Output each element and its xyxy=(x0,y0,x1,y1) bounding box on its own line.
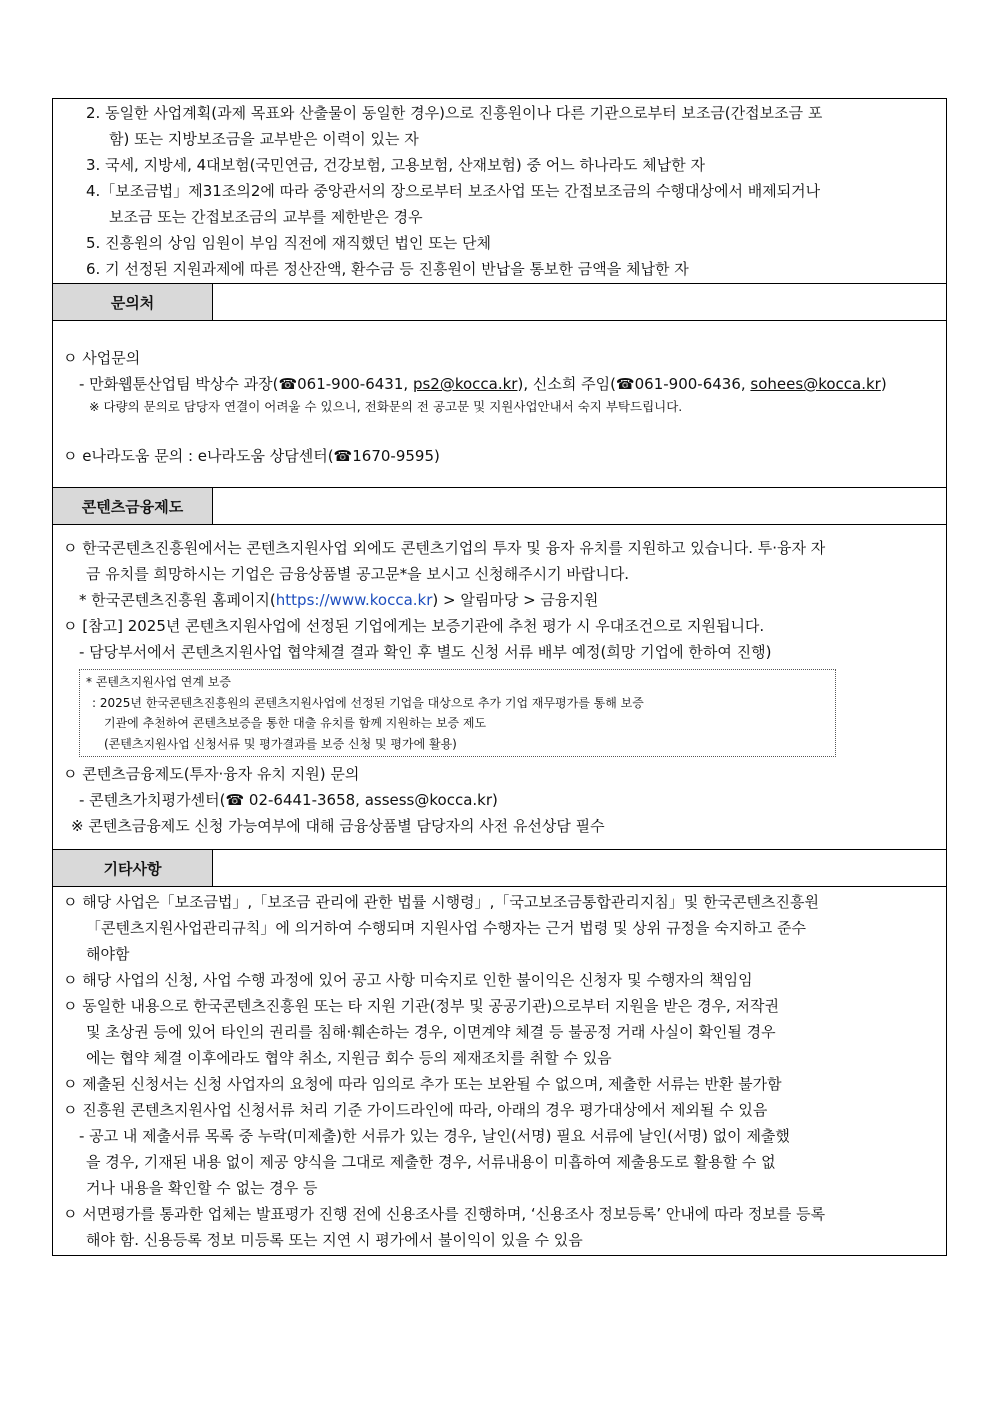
section-header-label: 콘텐츠금융제도 xyxy=(53,488,213,524)
etc-line: 해야 함. 신용등록 정보 미등록 또는 지연 시 평가에서 불이익이 있을 수 있음 xyxy=(86,1231,583,1249)
email-link[interactable]: ps2@kocca.kr xyxy=(412,375,518,393)
finance-inquiry-contact: - 콘텐츠가치평가센터(☎ 02-6441-3658, assess@kocca.kr) xyxy=(79,791,498,809)
section-header-label: 문의처 xyxy=(53,284,213,320)
box-line: (콘텐츠지원사업 신청서류 및 평가결과를 보증 신청 및 평가에 활용) xyxy=(104,736,457,751)
etc-line: 「콘텐츠지원사업관리규칙」에 의거하여 수행되며 지원사업 수행자는 근거 법령 및 상위 규정을 숙지하고 준수 xyxy=(86,919,807,937)
finance-paragraph: ㅇ 한국콘텐츠진흥원에서는 콘텐츠지원사업 외에도 콘텐츠기업의 투자 및 융자 유치를 지원하고 있습니다. 투·융자 자 xyxy=(63,539,826,557)
criterion-line: 6. 기 선정된 지원과제에 따른 정산잔액, 환수금 등 진흥원이 반납을 통보한 금액을 체납한 자 xyxy=(86,260,689,278)
etc-line: 거나 내용을 확인할 수 없는 경우 등 xyxy=(86,1179,318,1197)
box-line: : 2025년 한국콘텐츠진흥원의 콘텐츠지원사업에 선정된 기업을 대상으로 추가 기업 재무평가를 통해 보증 xyxy=(92,695,644,710)
etc-line: ㅇ 제출된 신청서는 신청 사업자의 요청에 따라 임의로 추가 또는 보완될 수 없으며, 제출한 서류는 반환 불가함 xyxy=(63,1075,782,1093)
enara-inquiry: ㅇ e나라도움 문의 : e나라도움 상담센터(☎1670-9595) xyxy=(63,447,440,465)
reference-line: ㅇ [참고] 2025년 콘텐츠지원사업에 선정된 기업에게는 보증기관에 추천 평가 시 우대조건으로 지원됩니다. xyxy=(63,617,765,635)
section-header xyxy=(53,850,946,887)
criterion-line: 4.「보조금법」제31조의2에 따라 중앙관서의 장으로부터 보조사업 또는 간접보조금의 수행대상에서 배제되거나 xyxy=(86,182,821,200)
criterion-line: 2. 동일한 사업계획(과제 목표와 산출물이 동일한 경우)으로 진흥원이나 다른 기관으로부터 보조금(간접보조금 포 xyxy=(86,104,823,122)
guarantee-info-box xyxy=(79,669,836,757)
email-link[interactable]: sohees@kocca.kr xyxy=(750,375,881,393)
etc-line: ㅇ 서면평가를 통과한 업체는 발표평가 진행 전에 신용조사를 진행하며, ‘신용조사 정보등록’ 안내에 따라 정보를 등록 xyxy=(63,1205,826,1223)
department-line: - 담당부서에서 콘텐츠지원사업 협약체결 결과 확인 후 별도 신청 서류 배부 예정(희망 기업에 한하여 진행) xyxy=(79,643,772,661)
section-header xyxy=(53,488,946,525)
section-header xyxy=(53,284,946,321)
section-header-label: 기타사항 xyxy=(53,850,213,886)
ineligibility-section xyxy=(53,99,946,284)
etc-line: 을 경우, 기재된 내용 없이 제공 양식을 그대로 제출한 경우, 서류내용이 미흡하여 제출용도로 활용할 수 없 xyxy=(86,1153,776,1171)
homepage-line: * 한국콘텐츠진흥원 홈페이지(https://www.kocca.kr) > 알림마당 > 금융지원 xyxy=(79,591,599,609)
criterion-line: 보조금 또는 간접보조금의 교부를 제한받은 경우 xyxy=(109,208,423,226)
finance-paragraph: 금 유치를 희망하시는 기업은 금융상품별 공고문*을 보시고 신청해주시기 바랍니다. xyxy=(86,565,630,583)
criterion-line: 5. 진흥원의 상임 임원이 부임 직전에 재직했던 법인 또는 단체 xyxy=(86,234,491,252)
etc-section xyxy=(53,850,946,1255)
criterion-line: 함) 또는 지방보조금을 교부받은 이력이 있는 자 xyxy=(109,130,419,148)
etc-line: ㅇ 해당 사업의 신청, 사업 수행 과정에 있어 공고 사항 미숙지로 인한 불이익은 신청자 및 수행자의 책임임 xyxy=(63,971,753,989)
etc-line: ㅇ 진흥원 콘텐츠지원사업 신청서류 처리 기준 가이드라인에 따라, 아래의 경우 평가대상에서 제외될 수 있음 xyxy=(63,1101,768,1119)
box-line: * 콘텐츠지원사업 연계 보증 xyxy=(86,675,231,689)
etc-line: 및 초상권 등에 있어 타인의 권리를 침해·훼손하는 경우, 이면계약 체결 등 불공정 거래 사실이 확인될 경우 xyxy=(86,1023,776,1041)
etc-line: 에는 협약 체결 이후에라도 협약 취소, 지원금 회수 등의 제재조치를 취할 수 있음 xyxy=(86,1049,612,1067)
etc-line: 해야함 xyxy=(86,945,130,963)
finance-inquiry-note: ※ 콘텐츠금융제도 신청 가능여부에 대해 금융상품별 담당자의 사전 유선상담 필수 xyxy=(71,817,605,835)
business-inquiry-title: ㅇ 사업문의 xyxy=(63,349,141,367)
finance-inquiry-title: ㅇ 콘텐츠금융제도(투자·융자 유치 지원) 문의 xyxy=(63,765,360,783)
criterion-line: 3. 국세, 지방세, 4대보험(국민연금, 건강보험, 고용보험, 산재보험) 중 어느 하나라도 체납한 자 xyxy=(86,156,706,174)
etc-line: ㅇ 동일한 내용으로 한국콘텐츠진흥원 또는 타 지원 기관(정부 및 공공기관)으로부터 지원을 받은 경우, 저작권 xyxy=(63,997,780,1015)
contact-note: ※ 다량의 문의로 담당자 연결이 어려울 수 있으니, 전화문의 전 공고문 및 지원사업안내서 숙지 부탁드립니다. xyxy=(89,399,683,414)
homepage-link[interactable]: https://www.kocca.kr xyxy=(275,591,433,609)
contact-line: - 만화웹툰산업팀 박상수 과장(☎061-900-6431, ps2@kocca.kr), 신소희 주임(☎061-900-6436, sohees@kocca.kr) xyxy=(79,375,887,393)
etc-line: ㅇ 해당 사업은「보조금법」,「보조금 관리에 관한 법률 시행령」,「국고보조금통합관리지침」및 한국콘텐츠진흥원 xyxy=(63,893,819,911)
etc-line: - 공고 내 제출서류 목록 중 누락(미제출)한 서류가 있는 경우, 날인(서명) 필요 서류에 날인(서명) 없이 제출했 xyxy=(79,1127,790,1145)
contact-section xyxy=(53,284,946,488)
box-line: 기관에 추천하여 콘텐츠보증을 통한 대출 유치를 함께 지원하는 보증 제도 xyxy=(104,716,487,730)
document-table xyxy=(52,98,947,1256)
finance-section xyxy=(53,488,946,850)
